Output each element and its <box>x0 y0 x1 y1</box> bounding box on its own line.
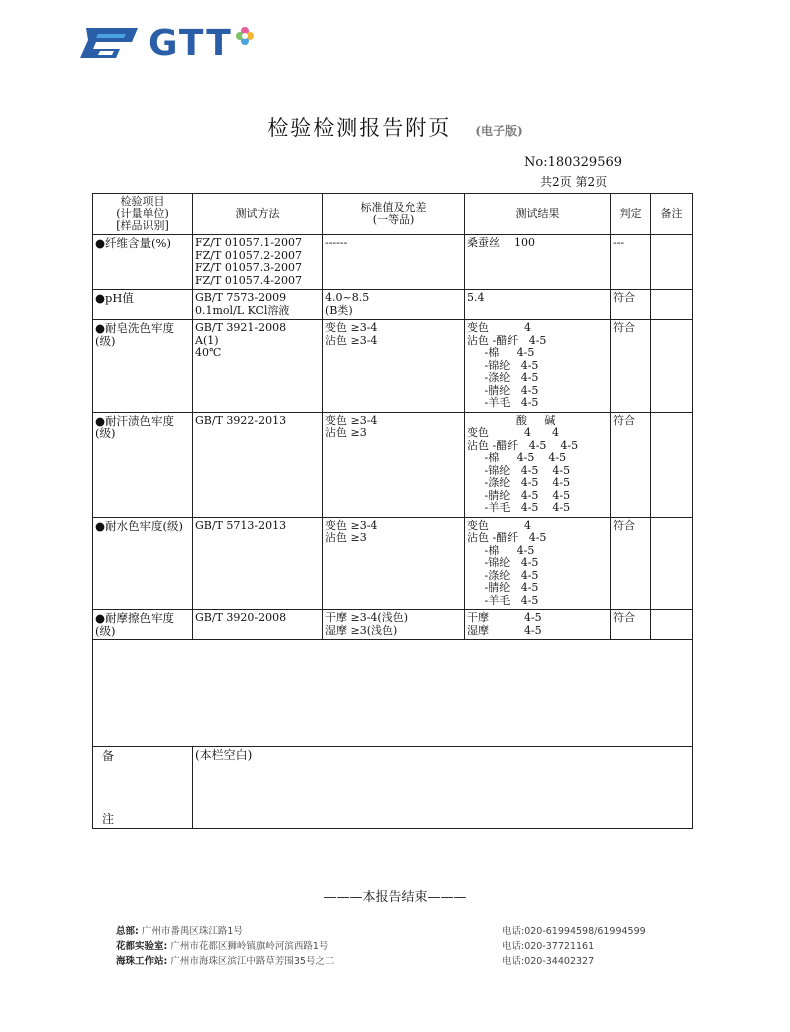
cell-standard <box>323 412 465 517</box>
cell-item <box>93 610 193 640</box>
cell-method <box>193 320 323 413</box>
cell-judgement: 符合 <box>611 610 651 640</box>
standard-line: ------ <box>325 236 348 249</box>
footer-phones <box>502 924 646 969</box>
report-title <box>0 112 790 142</box>
item-line: (级) <box>95 426 116 440</box>
standard-line: 变色 ≥3-4 <box>325 321 378 334</box>
remarks-text: (本栏空白) <box>193 747 693 829</box>
header-judgement: 判定 <box>611 194 651 235</box>
cell-item <box>93 412 193 517</box>
footer-address-line: 花都实验室: 广州市花都区狮岭镇旗岭河滨西路1号 <box>116 941 329 952</box>
cell-result <box>465 320 611 413</box>
result-line: -涤纶 4-5 4-5 <box>467 476 571 489</box>
item-line: ●耐摩擦色牢度 <box>95 611 175 625</box>
method-line: A(1) <box>195 333 219 347</box>
header-method: 测试方法 <box>193 194 323 235</box>
result-line: -锦纶 4-5 4-5 <box>467 463 571 477</box>
method-line: GB/T 7573-2009 <box>195 291 287 304</box>
result-line: -羊毛 4-5 <box>467 593 539 607</box>
standard-line: 变色 ≥3-4 <box>325 413 378 427</box>
header-standard: 标准值及允差 (一等品) <box>323 194 465 235</box>
method-line: GB/T 5713-2013 <box>195 518 287 532</box>
cell-judgement: 符合 <box>611 517 651 610</box>
result-line: -羊毛 4-5 <box>467 396 539 409</box>
result-line: -羊毛 4-5 4-5 <box>467 501 571 514</box>
page-info: 共2页 第2页 <box>540 175 608 189</box>
result-line: 干摩 4-5 <box>467 611 542 624</box>
cell-method <box>193 517 323 610</box>
standard-line: 干摩 ≥3-4(浅色) <box>325 611 409 624</box>
result-line: 酸 碱 <box>467 413 556 427</box>
table-row <box>93 235 693 290</box>
footer-address-line: 海珠工作站: 广州市海珠区滨江中路草芳围35号之二 <box>116 956 335 967</box>
cell-result <box>465 517 611 610</box>
cell-standard <box>323 290 465 320</box>
result-line: 桑蚕丝 100 <box>467 236 535 249</box>
method-line: GB/T 3921-2008 <box>195 321 287 334</box>
header-remark: 备注 <box>651 194 693 235</box>
cell-remark <box>651 235 693 290</box>
cell-remark <box>651 290 693 320</box>
footer-phone-line: 电话:020-37721161 <box>502 941 595 952</box>
standard-line: 沾色 ≥3 <box>325 531 367 544</box>
cell-item <box>93 320 193 413</box>
item-line: ●纤维含量(%) <box>95 236 171 250</box>
result-line: -腈纶 4-5 <box>467 581 539 594</box>
result-line: -腈纶 4-5 <box>467 383 539 397</box>
footer-addresses <box>116 924 334 969</box>
standard-line: (B类) <box>325 303 353 317</box>
standard-line: 4.0~8.5 <box>325 291 370 304</box>
method-line: FZ/T 01057.1-2007 <box>195 236 303 249</box>
item-line: ●耐皂洗色牢度 <box>95 321 175 335</box>
cell-standard <box>323 610 465 640</box>
cell-judgement: --- <box>611 235 651 290</box>
cell-remark <box>651 517 693 610</box>
result-line: -腈纶 4-5 4-5 <box>467 488 571 502</box>
cell-remark <box>651 610 693 640</box>
method-line: FZ/T 01057.4-2007 <box>195 273 303 287</box>
cell-method <box>193 235 323 290</box>
header-result: 测试结果 <box>465 194 611 235</box>
edition-label: (电子版) <box>475 124 523 138</box>
blank-area <box>93 640 693 747</box>
result-line: 沾色 -醋纤 4-5 4-5 <box>467 438 579 452</box>
table-row <box>93 320 693 413</box>
table-header-row <box>93 194 693 235</box>
method-line: GB/T 3922-2013 <box>195 413 287 427</box>
logo-mark-icon <box>76 22 144 66</box>
method-line: GB/T 3920-2008 <box>195 611 287 624</box>
report-number: No:180329569 <box>524 155 623 170</box>
result-line: -涤纶 4-5 <box>467 568 539 582</box>
cell-method <box>193 610 323 640</box>
cell-result <box>465 610 611 640</box>
result-line: -棉 4-5 <box>467 346 535 359</box>
result-line: 变色 4 <box>467 321 531 334</box>
result-line: 5.4 <box>467 291 485 304</box>
footer-address-line: 总部: 广州市番禺区珠江路1号 <box>116 926 243 937</box>
method-line: 0.1mol/L KCl溶液 <box>195 303 290 317</box>
cell-judgement: 符合 <box>611 412 651 517</box>
header-item: 检验项目 (计量单位) [样品识别] <box>93 194 193 235</box>
standard-line: 湿摩 ≥3(浅色) <box>325 623 398 637</box>
cell-standard <box>323 320 465 413</box>
standard-line: 变色 ≥3-4 <box>325 518 378 532</box>
item-line: (级) <box>95 333 116 348</box>
remarks-label: 备 注 <box>93 747 193 829</box>
result-line: 湿摩 4-5 <box>467 623 542 637</box>
item-line: ●耐水色牢度(级) <box>95 518 184 533</box>
standard-line: 沾色 ≥3-4 <box>325 333 378 347</box>
cell-item <box>93 290 193 320</box>
logo-text: GTT <box>148 22 255 66</box>
result-line: 沾色 -醋纤 4-5 <box>467 333 547 347</box>
result-line: -锦纶 4-5 <box>467 358 539 372</box>
cell-result <box>465 412 611 517</box>
cell-result <box>465 235 611 290</box>
table-row <box>93 290 693 320</box>
item-line: (级) <box>95 623 116 638</box>
cell-remark <box>651 320 693 413</box>
results-table <box>92 193 693 829</box>
cell-standard <box>323 517 465 610</box>
footer-phone-line: 电话:020-34402327 <box>502 956 595 967</box>
cell-result <box>465 290 611 320</box>
result-line: 沾色 -醋纤 4-5 <box>467 531 547 544</box>
standard-line: 沾色 ≥3 <box>325 426 367 439</box>
table-row <box>93 610 693 640</box>
method-line: FZ/T 01057.2-2007 <box>195 248 303 262</box>
title-text: 检验检测报告附页 <box>267 116 452 140</box>
cell-method <box>193 290 323 320</box>
result-line: -棉 4-5 <box>467 543 535 557</box>
result-line: 变色 4 <box>467 518 531 532</box>
item-line: ●pH值 <box>95 291 134 305</box>
remarks-row <box>93 747 693 829</box>
cell-judgement: 符合 <box>611 290 651 320</box>
blank-row <box>93 640 693 747</box>
cell-method <box>193 412 323 517</box>
method-line: FZ/T 01057.3-2007 <box>195 261 303 274</box>
table-row <box>93 517 693 610</box>
cell-standard <box>323 235 465 290</box>
method-line: 40℃ <box>195 346 222 359</box>
cell-judgement: 符合 <box>611 320 651 413</box>
result-line: -棉 4-5 4-5 <box>467 451 567 464</box>
result-line: -涤纶 4-5 <box>467 371 539 384</box>
cell-remark <box>651 412 693 517</box>
result-line: -锦纶 4-5 <box>467 556 539 569</box>
table-row <box>93 412 693 517</box>
result-line: 变色 4 4 <box>467 426 559 439</box>
item-line: ●耐汗渍色牢度 <box>95 413 175 428</box>
report-end-line: ———本报告结束——— <box>323 890 467 905</box>
cell-item <box>93 517 193 610</box>
cell-item <box>93 235 193 290</box>
logo-flower-icon <box>235 26 255 46</box>
footer-phone-line: 电话:020-61994598/61994599 <box>502 926 646 937</box>
